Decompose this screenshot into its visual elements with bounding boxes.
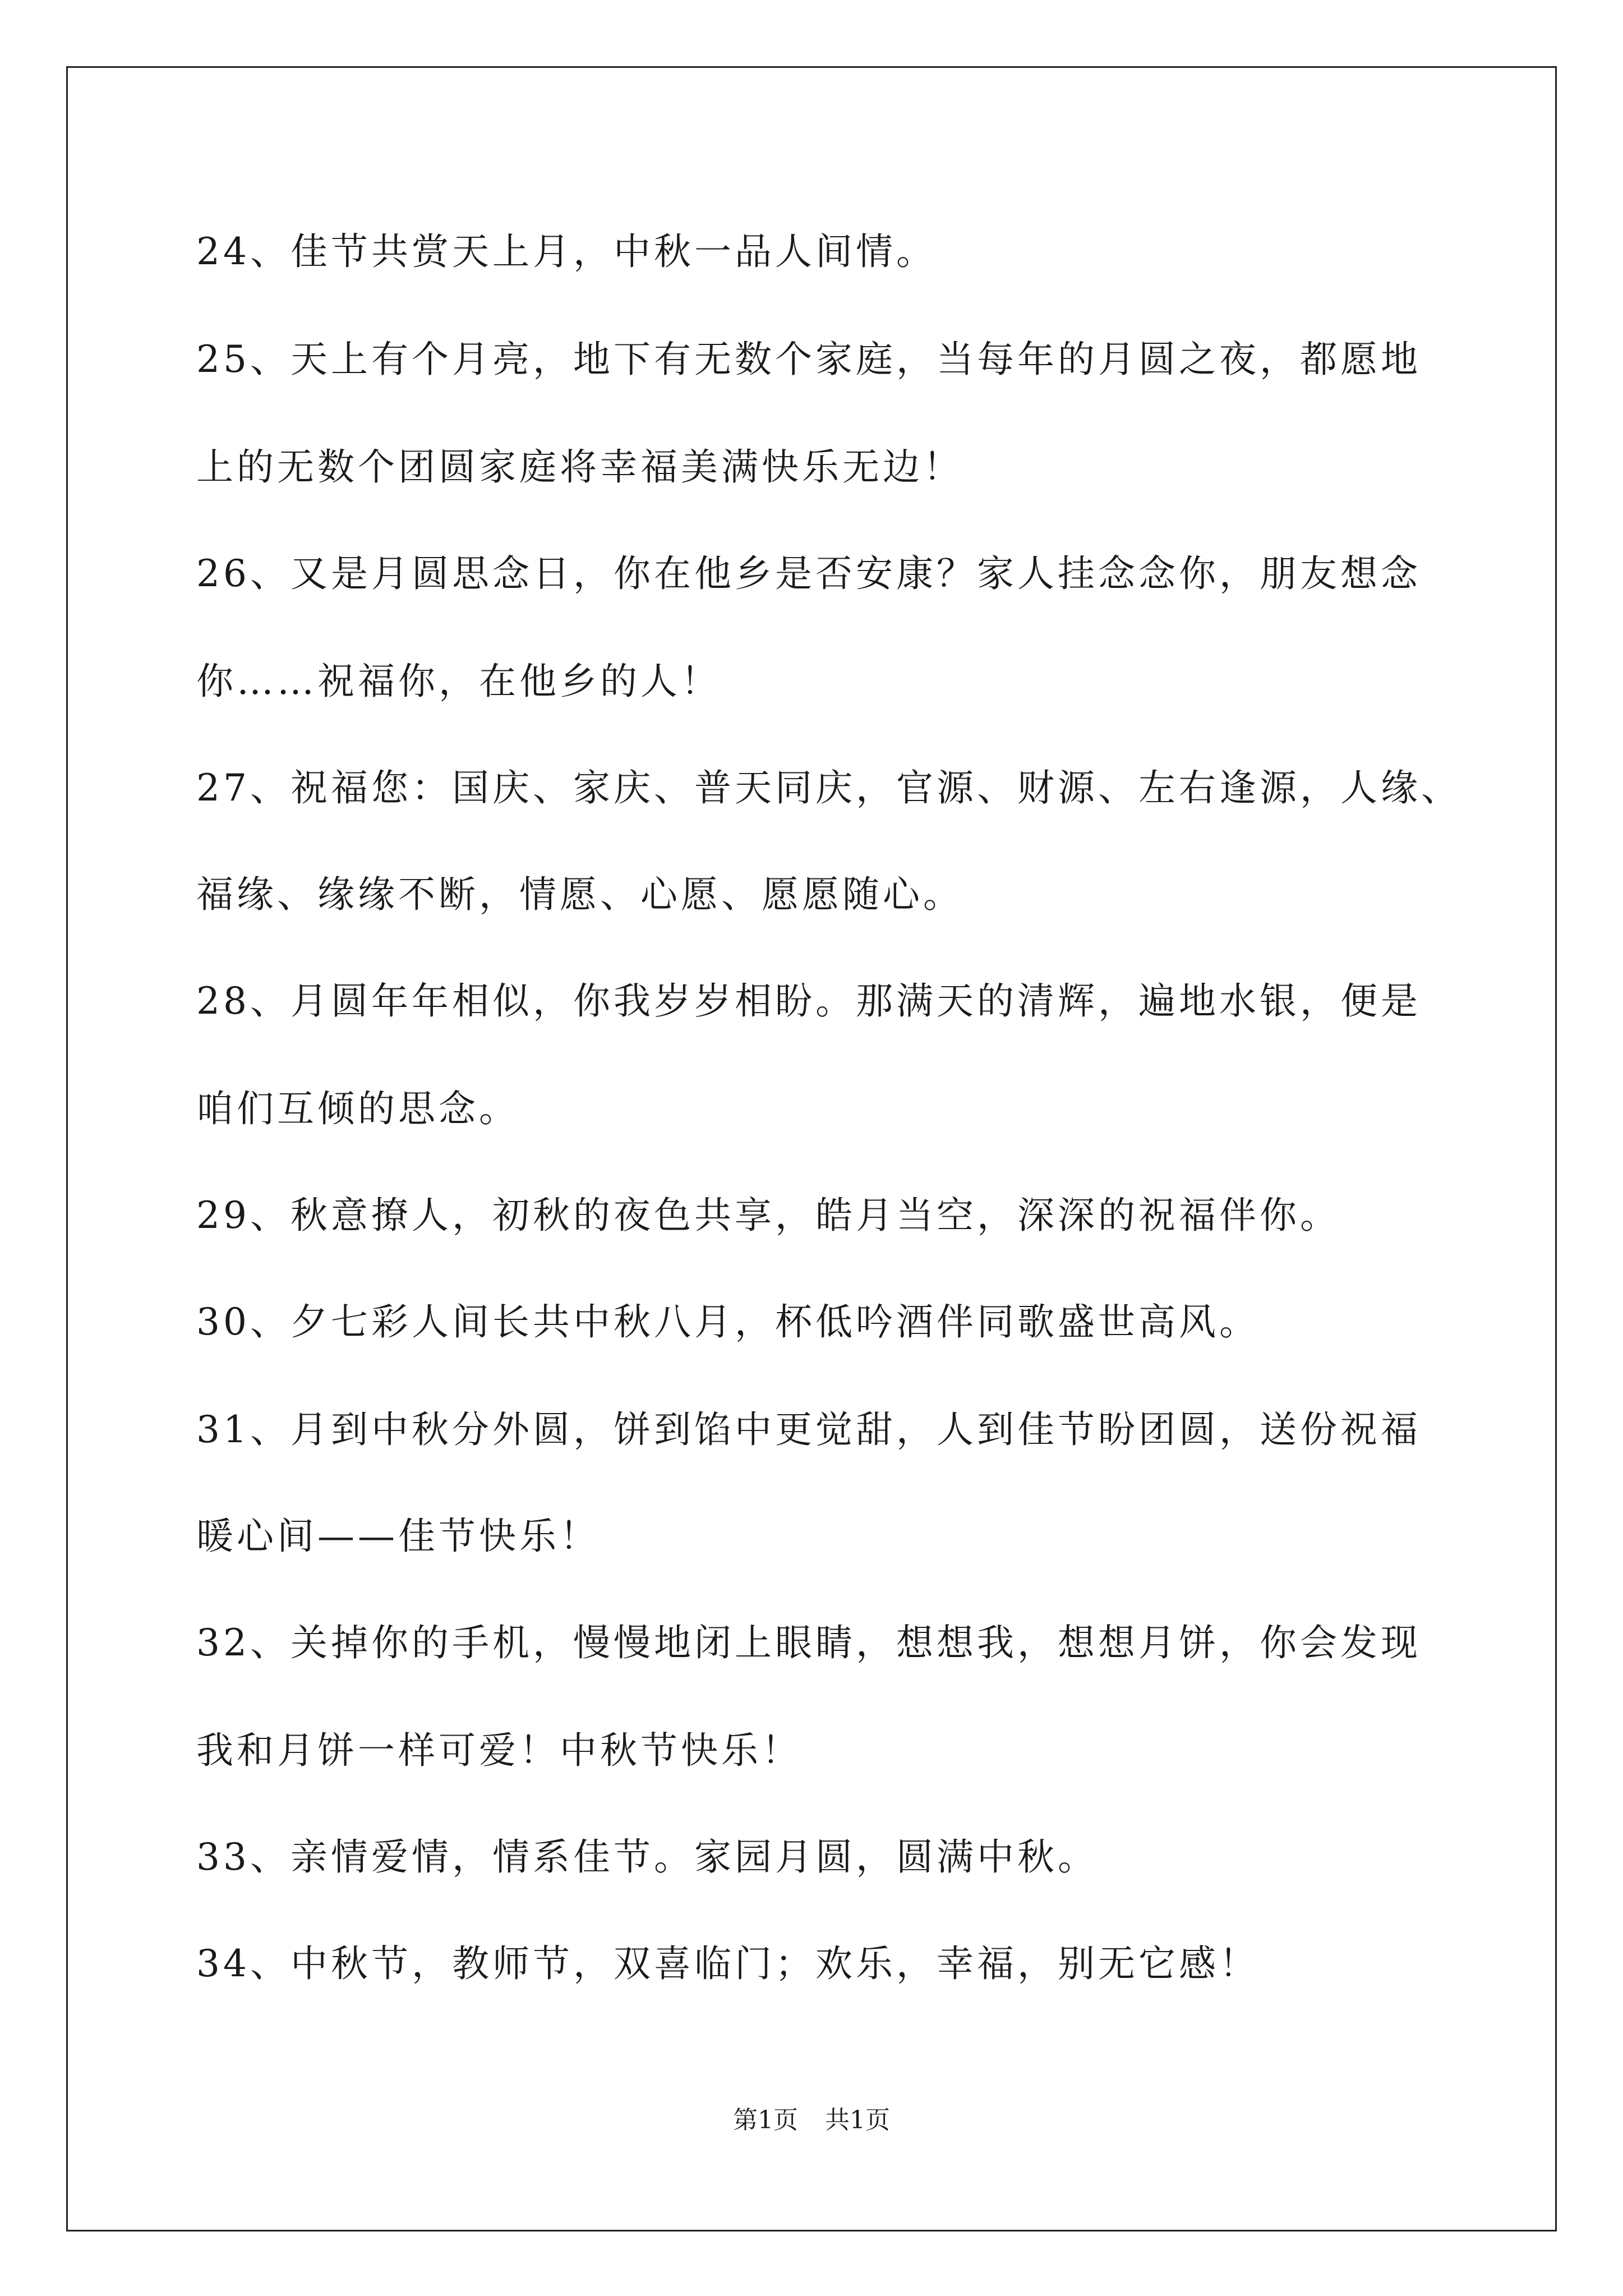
text-line: 25、天上有个月亮，地下有无数个家庭，当每年的月圆之夜，都愿地 — [196, 338, 1421, 381]
text-line: 31、月到中秋分外圆，饼到馅中更觉甜，人到佳节盼团圆，送份祝福 — [196, 1408, 1421, 1451]
text-line: 咱们互倾的思念。 — [196, 1087, 519, 1130]
text-line: 27、祝福您：国庆、家庆、普天同庆，官源、财源、左右逢源，人缘、 — [196, 766, 1461, 809]
page-border — [66, 66, 1557, 2231]
page-count: 共1页 — [825, 2106, 890, 2134]
text-line: 33、亲情爱情，情系佳节。家园月圆，圆满中秋。 — [196, 1835, 1098, 1879]
text-line: 30、夕七彩人间长共中秋八月，杯低吟酒伴同歌盛世高风。 — [196, 1300, 1260, 1343]
text-line: 26、又是月圆思念日，你在他乡是否安康？家人挂念念你，朋友想念 — [196, 552, 1421, 595]
text-line: 32、关掉你的手机，慢慢地闭上眼睛，想想我，想想月饼，你会发现 — [196, 1621, 1421, 1664]
page-number: 第1页 — [733, 2106, 798, 2134]
text-line: 暖心间——佳节快乐！ — [196, 1515, 600, 1558]
text-line: 24、佳节共赏天上月，中秋一品人间情。 — [196, 230, 937, 273]
text-line: 福缘、缘缘不断，情愿、心愿、愿愿随心。 — [196, 873, 963, 916]
text-line: 28、月圆年年相似，你我岁岁相盼。那满天的清辉，遍地水银，便是 — [196, 979, 1421, 1023]
page-footer — [0, 2108, 1623, 2133]
text-line: 上的无数个团圆家庭将幸福美满快乐无边！ — [196, 445, 963, 489]
text-line: 你……祝福你，在他乡的人！ — [196, 660, 721, 703]
text-line: 我和月饼一样可爱！中秋节快乐！ — [196, 1729, 802, 1772]
text-line: 34、中秋节，教师节，双喜临门；欢乐，幸福，别无它感！ — [196, 1942, 1260, 1985]
text-line: 29、秋意撩人，初秋的夜色共享，皓月当空，深深的祝福伴你。 — [196, 1194, 1340, 1237]
